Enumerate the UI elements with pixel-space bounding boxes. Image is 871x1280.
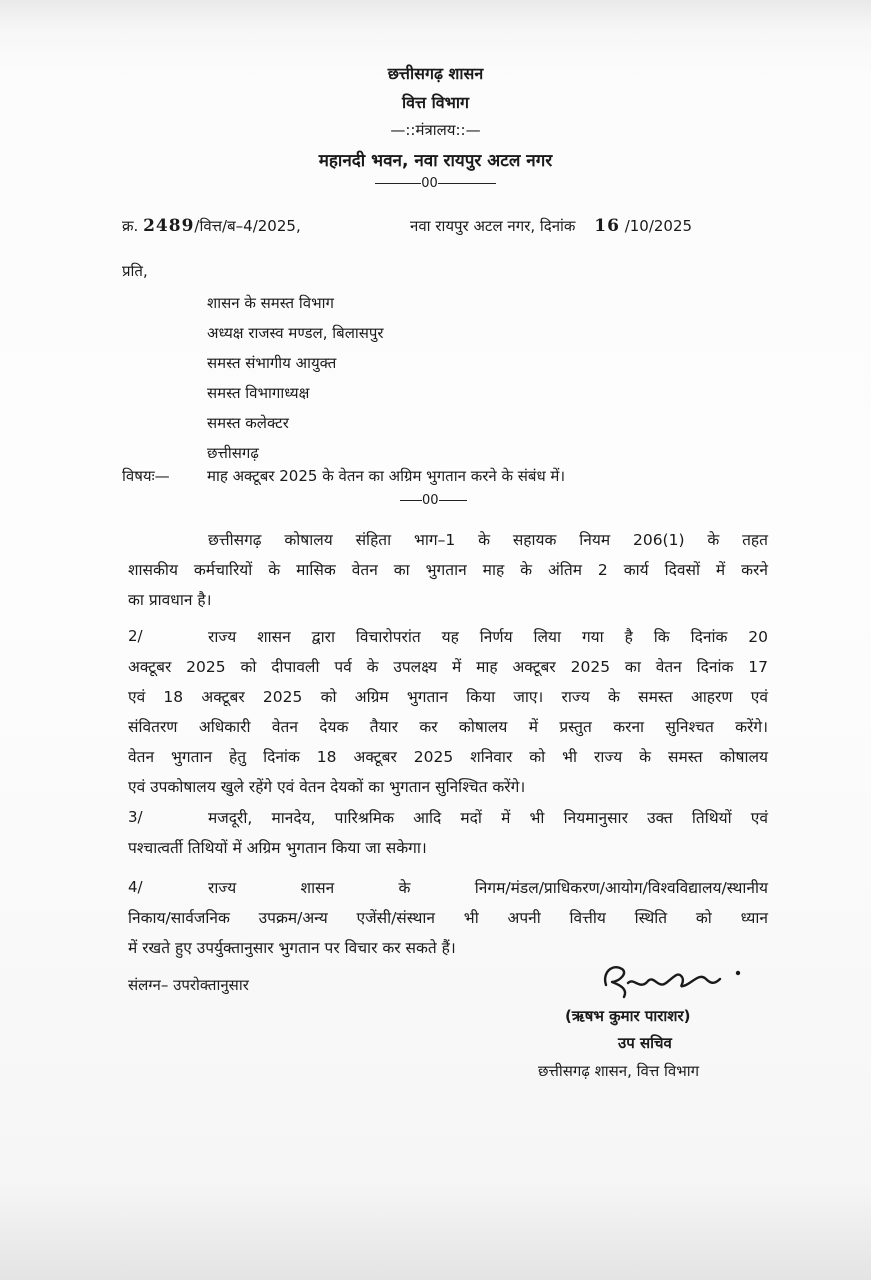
address-line: महानदी भवन, नवा रायपुर अटल नगर <box>318 151 553 171</box>
subject-text: माह अक्टूबर 2025 के वेतन का अग्रिम भुगतान करने के संबंध में। <box>207 467 566 485</box>
handwritten-day: 16 <box>594 216 620 236</box>
paragraph-2-number: 2/ <box>128 627 143 645</box>
recipient-item: समस्त विभागाध्यक्ष <box>207 384 310 402</box>
department-title: वित्त विभाग <box>401 93 470 112</box>
enclosure-note: संलग्न– उपरोक्तानुसार <box>128 976 249 994</box>
recipient-item: समस्त कलेक्टर <box>207 414 289 432</box>
paragraph-4: राज्य शासन के निगम/मंडल/प्राधिकरण/आयोग/विश्वविद्यालय/स्थानीय निकाय/सार्वजनिक उपक्रम/अन्य एजेंसी/संस्थान भी अपनी वित्तीय स्थिति को ध्यान में रखते हुए उपर्युक्तानुसार भुगतान पर विचार कर सकते हैं। <box>128 879 768 957</box>
subject-separator: 00 <box>400 493 467 508</box>
subject-label: विषयः— <box>122 467 170 485</box>
recipient-item: समस्त संभागीय आयुक्त <box>207 354 337 372</box>
paragraph-3: मजदूरी, मानदेय, पारिश्रमिक आदि मदों में भी नियमानुसार उक्त तिथियों एवं पश्चात्वर्ती तिथियों में अग्रिम भुगतान किया जा सकेगा। <box>128 809 768 857</box>
recipient-item: अध्यक्ष राजस्व मण्डल, बिलासपुर <box>207 324 384 342</box>
signatory-name: (ऋषभ कुमार पाराशर) <box>565 1007 691 1025</box>
paragraph-3-number: 3/ <box>128 808 143 826</box>
paragraph-1: छत्तीसगढ़ कोषालय संहिता भाग–1 के सहायक नियम 206(1) के तहत शासकीय कर्मचारियों के मासिक वेतन का भुगतान माह के अंतिम 2 कार्य दिवसों में करने का प्रावधान है। <box>128 531 768 609</box>
ministry-line: —::मंत्रालय::— <box>390 121 481 139</box>
header-separator: 00 <box>0 176 871 191</box>
signature-image <box>598 955 748 1009</box>
paragraph-4-number: 4/ <box>128 878 143 896</box>
recipient-list <box>207 288 384 468</box>
to-label: प्रति, <box>122 262 148 280</box>
signatory-designation: उप सचिव <box>618 1034 672 1052</box>
paragraph-2: राज्य शासन द्वारा विचारोपरांत यह निर्णय लिया गया है कि दिनांक 20 अक्टूबर 2025 को दीपावली पर्व के उपलक्ष्य में माह अक्टूबर 2025 का वेतन दिनांक 17 एवं 18 अक्टूबर 2025 को अग्रिम भुगतान किया जाए। राज्य के समस्त आहरण एवं संवितरण अधिकारी वेतन देयक तैयार कर कोषालय में प्रस्तुत करना सुनिश्चत करेंगे। वेतन भुगतान हेतु दिनांक 18 अक्टूबर 2025 शनिवार को भी राज्य के समस्त कोषालय एवं उपकोषालय खुले रहेंगे एवं वेतन देयकों का भुगतान सुनिश्चित करेंगे। <box>128 628 768 796</box>
govt-title: छत्तीसगढ़ शासन <box>387 64 484 83</box>
handwritten-number: 2489 <box>143 216 195 236</box>
place-date: नवा रायपुर अटल नगर, दिनांक 16 /10/2025 <box>410 216 693 236</box>
reference-number: क्र. 2489/वित्त/ब–4/2025, <box>122 216 301 236</box>
recipient-item: शासन के समस्त विभाग <box>207 294 334 312</box>
recipient-item: छत्तीसगढ़ <box>207 444 259 462</box>
signatory-office: छत्तीसगढ़ शासन, वित्त विभाग <box>538 1062 700 1080</box>
